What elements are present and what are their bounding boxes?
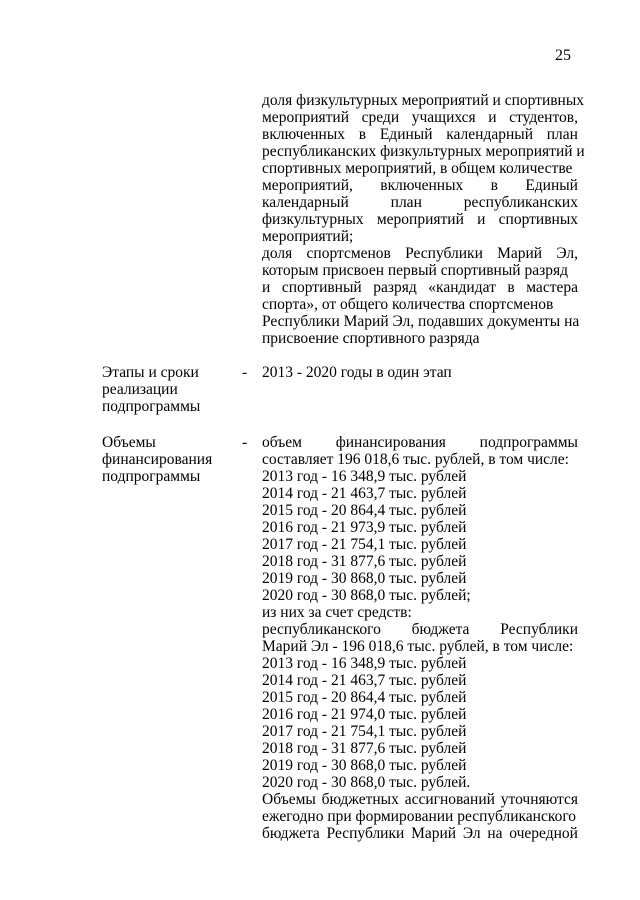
word: мероприятий xyxy=(262,109,350,126)
word: подпрограммы xyxy=(479,434,578,451)
text-line: спортивных мероприятий, в общем количестве xyxy=(262,160,573,177)
word: и xyxy=(477,211,486,228)
word: на xyxy=(487,825,503,842)
word: «кандидат xyxy=(428,279,496,296)
word: Единый xyxy=(379,126,433,143)
word: студентов, xyxy=(509,109,578,126)
text-line: спорта», от общего количества спортсменов xyxy=(262,296,554,313)
text-line: которым присвоен первый спортивный разряд xyxy=(262,262,568,279)
word: Объемы xyxy=(262,791,316,808)
text-line: Марий Эл - 196 018,6 тыс. рублей, в том числе: xyxy=(262,638,574,655)
text-line: составляет 196 018,6 тыс. рублей, в том числе: xyxy=(262,451,569,468)
text-line: 2019 год - 30 868,0 тыс. рублей xyxy=(262,757,467,774)
word: Республики xyxy=(500,621,578,638)
text-line: 2016 год - 21 973,9 тыс. рублей xyxy=(262,519,467,536)
text-line: доля физкультурных мероприятий и спортивных xyxy=(262,92,585,109)
stages-value xyxy=(262,364,578,381)
text-line: республиканских физкультурных мероприятий и xyxy=(262,143,585,160)
text-line: 2019 год - 30 868,0 тыс. рублей xyxy=(262,570,467,587)
text-line xyxy=(262,245,578,262)
word: Эл xyxy=(462,825,481,842)
text-line: 2013 год - 16 348,9 тыс. рублей xyxy=(262,655,467,672)
word: спортсменов xyxy=(306,245,391,262)
text-line xyxy=(262,211,578,228)
word: доля xyxy=(262,245,293,262)
word: физкультурных xyxy=(262,211,364,228)
word: очередной xyxy=(509,825,578,842)
text-line: 2014 год - 21 463,7 тыс. рублей xyxy=(262,672,467,689)
word: и xyxy=(262,279,271,296)
word: план xyxy=(390,194,422,211)
page-number: 25 xyxy=(555,47,571,64)
label-line: Этапы и сроки xyxy=(102,364,199,381)
word: Марий xyxy=(497,245,543,262)
word: финансирования xyxy=(335,434,446,451)
text-line: 2017 год - 21 754,1 тыс. рублей xyxy=(262,536,467,553)
stages-label xyxy=(102,364,237,415)
word: среди xyxy=(361,109,400,126)
label-line: финансирования xyxy=(102,451,213,468)
word: Республики xyxy=(405,245,483,262)
text-line xyxy=(262,825,578,842)
indicators-text xyxy=(262,92,585,347)
word: бюджетных xyxy=(321,791,399,808)
word: ассигнований xyxy=(404,791,495,808)
word: Республики xyxy=(326,825,405,842)
word: учащихся xyxy=(411,109,476,126)
funding-label xyxy=(102,434,237,485)
word: в xyxy=(507,279,515,296)
word: в xyxy=(358,126,367,143)
text-line: 2017 год - 21 754,1 тыс. рублей xyxy=(262,723,467,740)
word: включенных xyxy=(262,126,346,143)
word: Единый xyxy=(525,177,578,194)
text-line xyxy=(262,194,578,211)
text-line: ежегодно при формировании республиканского xyxy=(262,808,577,825)
word: в xyxy=(490,177,498,194)
label-line: Объемы xyxy=(102,434,156,451)
funding-text xyxy=(262,434,578,842)
word: республиканского xyxy=(262,621,381,638)
text-line xyxy=(262,109,578,126)
word: и xyxy=(488,109,497,126)
text-line: 2020 год - 30 868,0 тыс. рублей. xyxy=(262,774,471,791)
text-line xyxy=(262,126,578,143)
stages-value-text: 2013 - 2020 годы в один этап xyxy=(262,364,452,381)
text-line xyxy=(262,621,578,638)
text-line: 2020 год - 30 868,0 тыс. рублей; xyxy=(262,587,471,604)
text-line: 2018 год - 31 877,6 тыс. рублей xyxy=(262,553,467,570)
text-line xyxy=(262,791,578,808)
word: план xyxy=(546,126,578,143)
text-line xyxy=(262,177,578,194)
word: мастера xyxy=(526,279,578,296)
word: бюджета xyxy=(411,621,470,638)
label-line: подпрограммы xyxy=(102,398,201,415)
word: календарный xyxy=(262,194,349,211)
text-line: 2015 год - 20 864,4 тыс. рублей xyxy=(262,689,467,706)
text-line: Республики Марий Эл, подавших документы на xyxy=(262,313,580,330)
word: объем xyxy=(262,434,302,451)
word: Марий xyxy=(411,825,457,842)
text-line: 2013 год - 16 348,9 тыс. рублей xyxy=(262,468,467,485)
word: мероприятий xyxy=(376,211,464,228)
text-line: 2014 год - 21 463,7 тыс. рублей xyxy=(262,485,467,502)
label-line: реализации xyxy=(102,381,178,398)
word: уточняются xyxy=(500,791,578,808)
word: республиканских xyxy=(463,194,578,211)
stages-dash: - xyxy=(242,364,248,381)
word: календарный xyxy=(446,126,533,143)
word: включенных xyxy=(380,177,464,194)
word: спортивных xyxy=(498,211,578,228)
word: спортивный xyxy=(281,279,362,296)
text-line: мероприятий; xyxy=(262,228,354,245)
text-line: 2018 год - 31 877,6 тыс. рублей xyxy=(262,740,467,757)
text-line xyxy=(262,279,578,296)
word: Эл, xyxy=(556,245,578,262)
word: мероприятий, xyxy=(262,177,353,194)
text-line: из них за счет средств: xyxy=(262,604,412,621)
text-line: 2016 год - 21 974,0 тыс. рублей xyxy=(262,706,467,723)
label-line: подпрограммы xyxy=(102,468,201,485)
text-line: присвоение спортивного разряда xyxy=(262,330,480,347)
word: бюджета xyxy=(262,825,320,842)
text-line xyxy=(262,434,578,451)
text-line: 2015 год - 20 864,4 тыс. рублей xyxy=(262,502,467,519)
word: разряд xyxy=(373,279,417,296)
funding-dash: - xyxy=(242,434,248,451)
